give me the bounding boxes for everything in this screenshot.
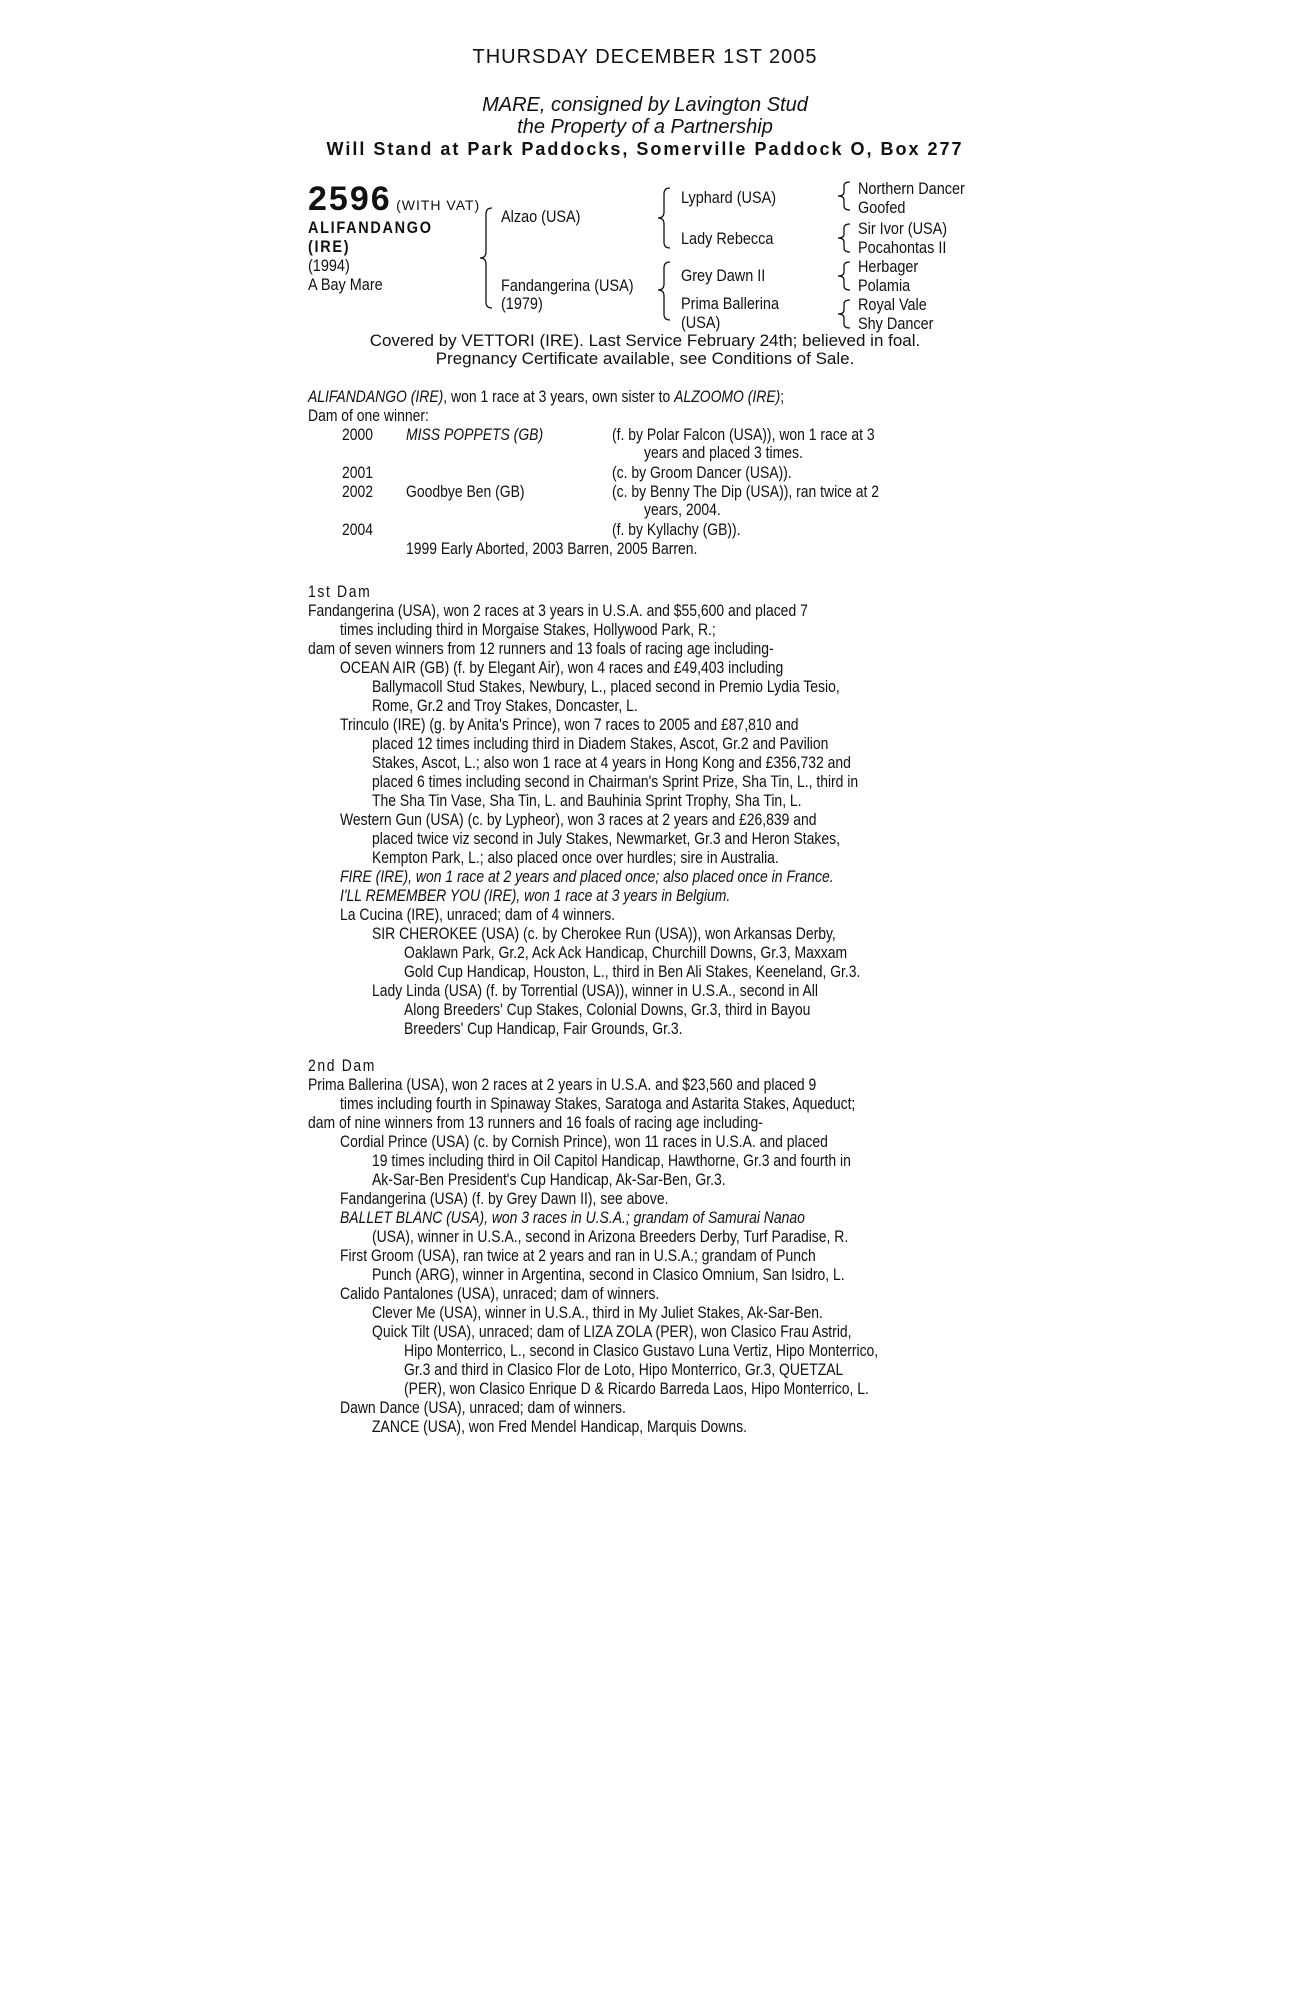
- covered-note: Covered by VETTORI (IRE). Last Service February 24th; believed in foal.: [369, 331, 921, 350]
- first-dam-line: Along Breeders' Cup Stakes, Colonial Downs, Gr.3, third in Bayou: [404, 1000, 811, 1019]
- first-dam-line: Gold Cup Handicap, Houston, L., third in Ben Ali Stakes, Keeneland, Gr.3.: [404, 962, 861, 981]
- second-dam-line: Hipo Monterrico, L., second in Clasico Gustavo Luna Vertiz, Hipo Monterrico,: [404, 1341, 879, 1360]
- second-dam-line: (PER), won Clasico Enrique D & Ricardo Barreda Laos, Hipo Monterrico, L.: [404, 1379, 869, 1398]
- pedigree-dam-sire: Grey Dawn II: [681, 266, 766, 285]
- second-dam-line: BALLET BLANC (USA), won 3 races in U.S.A.; grandam of Samurai Nanao: [340, 1208, 805, 1227]
- pedigree-dsd: Polamia: [858, 276, 911, 295]
- second-dam-line: Quick Tilt (USA), unraced; dam of LIZA ZOLA (PER), won Clasico Frau Astrid,: [372, 1322, 852, 1341]
- first-dam-line: OCEAN AIR (GB) (f. by Elegant Air), won 4 races and £49,403 including: [340, 658, 784, 677]
- produce-year: 2004: [342, 520, 374, 539]
- second-dam-line: Calido Pantalones (USA), unraced; dam of winners.: [340, 1284, 660, 1303]
- produce-desc-cont: years, 2004.: [644, 500, 721, 519]
- produce-name: Goodbye Ben (GB): [406, 482, 525, 501]
- first-dam-line: I'LL REMEMBER YOU (IRE), won 1 race at 3 years in Belgium.: [340, 886, 731, 905]
- horse-description: A Bay Mare: [308, 275, 383, 294]
- second-dam-line: Gr.3 and third in Clasico Flor de Loto, Hipo Monterrico, Gr.3, QUETZAL: [404, 1360, 844, 1379]
- produce-year: 2000: [342, 425, 374, 444]
- pedigree-sdd: Pocahontas II: [858, 238, 947, 257]
- first-dam-line: placed 6 times including second in Chairman's Sprint Prize, Sha Tin, L., third in: [372, 772, 859, 791]
- sale-date: THURSDAY DECEMBER 1ST 2005: [472, 46, 818, 68]
- foaling-year: (1994): [308, 256, 350, 275]
- second-dam-line: Cordial Prince (USA) (c. by Cornish Prince), won 11 races in U.S.A. and placed: [340, 1132, 828, 1151]
- first-dam-line: Kempton Park, L.; also placed once over hurdles; sire in Australia.: [372, 848, 779, 867]
- pedigree-ssd: Goofed: [858, 198, 906, 217]
- produce-desc: (f. by Kyllachy (GB)).: [612, 520, 741, 539]
- first-dam-line: placed twice viz second in July Stakes, Newmarket, Gr.3 and Heron Stakes,: [372, 829, 840, 848]
- intro-line: [308, 387, 784, 406]
- first-dam-line: Breeders' Cup Handicap, Fair Grounds, Gr.3.: [404, 1019, 683, 1038]
- pedigree-sss: Northern Dancer: [858, 179, 965, 198]
- first-dam-line: Stakes, Ascot, L.; also won 1 race at 4 years in Hong Kong and £356,732 and: [372, 753, 851, 772]
- first-dam-line: Lady Linda (USA) (f. by Torrential (USA)), winner in U.S.A., second in All: [372, 981, 819, 1000]
- horse-name: ALIFANDANGO: [308, 218, 433, 237]
- second-dam-heading: 2nd Dam: [308, 1056, 377, 1075]
- intro-text: , won 1 race at 3 years, own sister to: [443, 387, 675, 406]
- second-dam-line: Ak-Sar-Ben President's Cup Handicap, Ak-Sar-Ben, Gr.3.: [372, 1170, 726, 1189]
- first-dam-line: The Sha Tin Vase, Sha Tin, L. and Bauhinia Sprint Trophy, Sha Tin, L.: [372, 791, 802, 810]
- lot-property: the Property of a Partnership: [517, 116, 773, 138]
- intro-sister: ALZOOMO (IRE): [674, 387, 781, 406]
- second-dam-line: ZANCE (USA), won Fred Mendel Handicap, Marquis Downs.: [372, 1417, 747, 1436]
- first-dam-heading: 1st Dam: [308, 582, 372, 601]
- pedigree-dam-dam: Prima Ballerina: [681, 294, 779, 313]
- first-dam-line: times including third in Morgaise Stakes, Hollywood Park, R.;: [340, 620, 716, 639]
- first-dam-line: FIRE (IRE), won 1 race at 2 years and placed once; also placed once in France.: [340, 867, 834, 886]
- second-dam-line: times including fourth in Spinaway Stakes, Saratoga and Astarita Stakes, Aqueduct;: [340, 1094, 856, 1113]
- vat-note: (WITH VAT): [396, 197, 481, 213]
- first-dam-line: Oaklawn Park, Gr.2, Ack Ack Handicap, Churchill Downs, Gr.3, Maxxam: [404, 943, 848, 962]
- lot-stand-location: Will Stand at Park Paddocks, Somerville Paddock O, Box 277: [326, 139, 964, 159]
- intro-horse-name: ALIFANDANGO (IRE): [308, 387, 444, 406]
- second-dam-line: Dawn Dance (USA), unraced; dam of winners.: [340, 1398, 626, 1417]
- second-dam-line: First Groom (USA), ran twice at 2 years and ran in U.S.A.; grandam of Punch: [340, 1246, 816, 1265]
- second-dam-line: dam of nine winners from 13 runners and 16 foals of racing age including-: [308, 1113, 763, 1132]
- produce-desc: (c. by Benny The Dip (USA)), ran twice at 2: [612, 482, 880, 501]
- second-dam-line: Prima Ballerina (USA), won 2 races at 2 years in U.S.A. and $23,560 and placed 9: [308, 1075, 817, 1094]
- lot-number: 2596: [308, 180, 392, 218]
- second-dam-line: (USA), winner in U.S.A., second in Arizona Breeders Derby, Turf Paradise, R.: [372, 1227, 849, 1246]
- produce-note: 1999 Early Aborted, 2003 Barren, 2005 Barren.: [406, 539, 698, 558]
- first-dam-line: dam of seven winners from 12 runners and 13 foals of racing age including-: [308, 639, 774, 658]
- first-dam-line: Ballymacoll Stud Stakes, Newbury, L., placed second in Premio Lydia Tesio,: [372, 677, 840, 696]
- first-dam-line: SIR CHEROKEE (USA) (c. by Cherokee Run (USA)), won Arkansas Derby,: [372, 924, 836, 943]
- pedigree-sds: Sir Ivor (USA): [858, 219, 948, 238]
- first-dam-line: Trinculo (IRE) (g. by Anita's Prince), won 7 races to 2005 and £87,810 and: [340, 715, 799, 734]
- pedigree-sire: Alzao (USA): [501, 207, 581, 226]
- intro-end: ;: [780, 387, 785, 406]
- produce-year: 2001: [342, 463, 374, 482]
- pedigree-braces: [0, 0, 1290, 340]
- first-dam-line: La Cucina (IRE), unraced; dam of 4 winners.: [340, 905, 616, 924]
- produce-desc: (c. by Groom Dancer (USA)).: [612, 463, 792, 482]
- pedigree-ddd: Shy Dancer: [858, 314, 934, 333]
- pregnancy-note: Pregnancy Certificate available, see Conditions of Sale.: [435, 349, 855, 368]
- first-dam-line: Rome, Gr.2 and Troy Stakes, Doncaster, L.: [372, 696, 638, 715]
- second-dam-line: Fandangerina (USA) (f. by Grey Dawn II), see above.: [340, 1189, 669, 1208]
- pedigree-dam: Fandangerina (USA): [501, 276, 634, 295]
- first-dam-line: placed 12 times including third in Diadem Stakes, Ascot, Gr.2 and Pavilion: [372, 734, 829, 753]
- pedigree-sire-sire: Lyphard (USA): [681, 188, 777, 207]
- pedigree-sire-dam: Lady Rebecca: [681, 229, 774, 248]
- pedigree-dam-dam-country: (USA): [681, 313, 721, 332]
- pedigree-dam-year: (1979): [501, 294, 543, 313]
- second-dam-line: 19 times including third in Oil Capitol Handicap, Hawthorne, Gr.3 and fourth in: [372, 1151, 851, 1170]
- first-dam-line: Fandangerina (USA), won 2 races at 3 years in U.S.A. and $55,600 and placed 7: [308, 601, 808, 620]
- produce-year: 2002: [342, 482, 374, 501]
- pedigree-dss: Herbager: [858, 257, 919, 276]
- dam-of-winners: Dam of one winner:: [308, 406, 429, 425]
- produce-desc-cont: years and placed 3 times.: [644, 443, 803, 462]
- first-dam-line: Western Gun (USA) (c. by Lypheor), won 3 races at 2 years and £26,839 and: [340, 810, 817, 829]
- second-dam-line: Clever Me (USA), winner in U.S.A., third in My Juliet Stakes, Ak-Sar-Ben.: [372, 1303, 823, 1322]
- lot-type-consignor: MARE, consigned by Lavington Stud: [482, 94, 808, 116]
- horse-country: (IRE): [308, 237, 351, 256]
- produce-desc: (f. by Polar Falcon (USA)), won 1 race at 3: [612, 425, 875, 444]
- pedigree-dds: Royal Vale: [858, 295, 927, 314]
- produce-name: MISS POPPETS (GB): [406, 425, 544, 444]
- second-dam-line: Punch (ARG), winner in Argentina, second in Clasico Omnium, San Isidro, L.: [372, 1265, 845, 1284]
